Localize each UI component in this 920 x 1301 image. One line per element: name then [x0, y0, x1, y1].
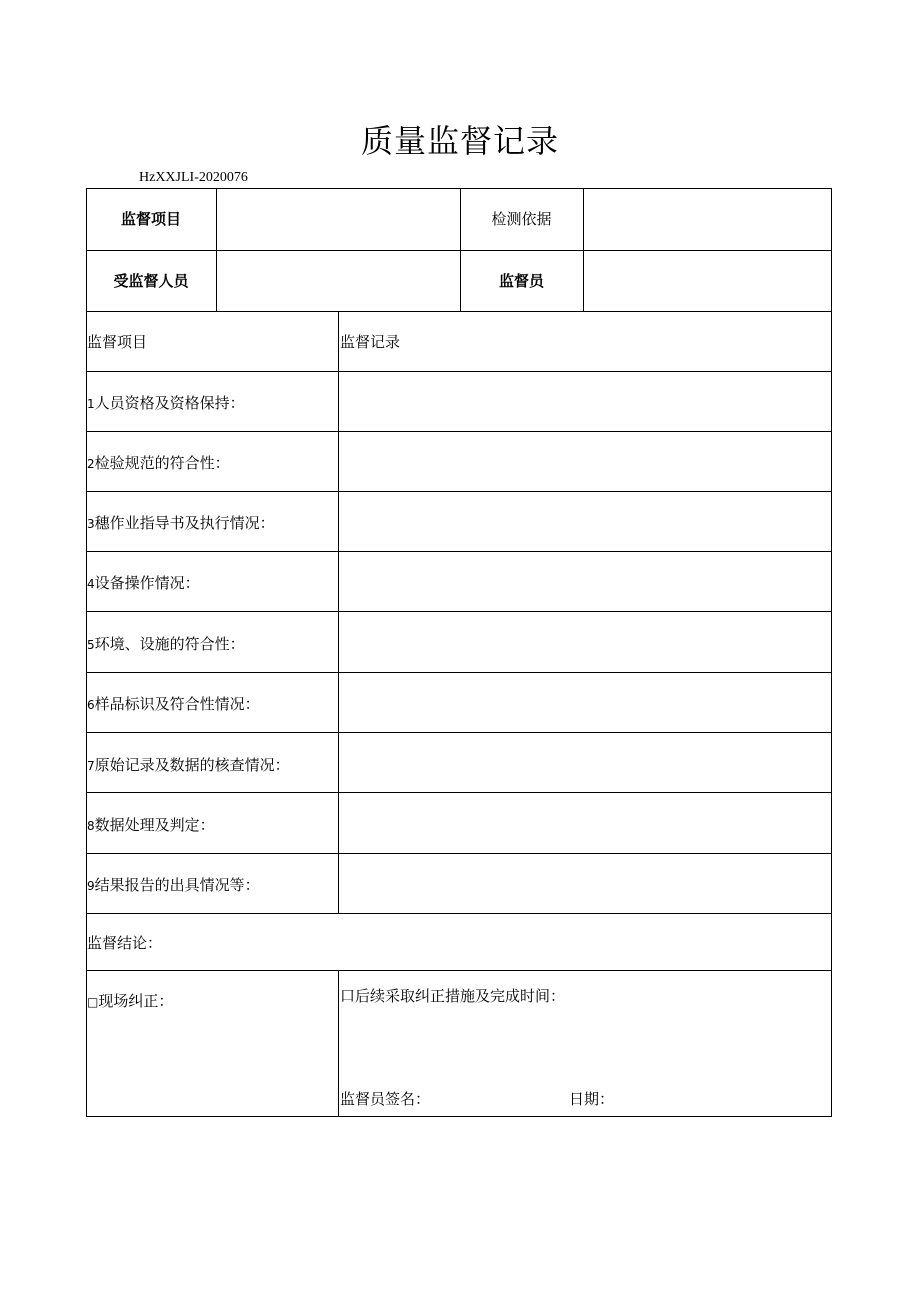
record-field-4[interactable] — [339, 552, 831, 610]
row-divider — [86, 311, 832, 312]
item-row-5 — [87, 634, 245, 655]
item-number: 5 — [87, 638, 95, 652]
item-text: 样品标识及符合性情况： — [94, 695, 260, 713]
item-row-3 — [87, 513, 275, 534]
test-basis-field[interactable] — [584, 189, 831, 249]
item-row-9 — [87, 875, 260, 896]
record-field-6[interactable] — [339, 673, 831, 731]
column-header-record: 监督记录 — [340, 333, 401, 351]
row-divider — [86, 913, 832, 914]
record-field-9[interactable] — [339, 854, 831, 912]
supervised-person-field[interactable] — [217, 251, 459, 310]
item-text: 检验规范的符合性： — [94, 454, 230, 472]
item-row-1 — [87, 393, 245, 414]
row-divider — [86, 970, 832, 971]
onsite-correction-label: 现场纠正： — [98, 992, 174, 1010]
supervised-person-label: 受监督人员 — [113, 272, 189, 290]
item-text: 穗作业指导书及执行情况： — [94, 514, 275, 532]
item-text: 原始记录及数据的核查情况： — [94, 756, 290, 774]
supervisor-field[interactable] — [584, 251, 831, 310]
col-divider — [460, 188, 461, 311]
conclusion-label: 监督结论： — [87, 934, 163, 952]
record-field-3[interactable] — [339, 492, 831, 550]
test-basis-label: 检测依据 — [491, 210, 552, 228]
item-number: 3 — [87, 517, 95, 531]
item-number: 8 — [87, 819, 95, 833]
supervisor-label: 监督员 — [498, 272, 544, 290]
supervision-item-field[interactable] — [217, 189, 459, 249]
record-field-5[interactable] — [339, 612, 831, 671]
item-number: 7 — [87, 759, 95, 773]
item-row-2 — [87, 453, 230, 474]
item-text: 环境、设施的符合性： — [94, 635, 245, 653]
onsite-checkbox[interactable]: □ — [87, 995, 99, 1009]
record-field-8[interactable] — [339, 793, 831, 852]
supervision-item-label: 监督项目 — [120, 210, 181, 228]
col-divider — [338, 970, 339, 1117]
record-field-7[interactable] — [339, 733, 831, 791]
date-label: 日期： — [569, 1090, 615, 1108]
item-number: 6 — [87, 698, 95, 712]
page-title: 质量监督记录 — [360, 122, 559, 160]
record-field-1[interactable] — [339, 372, 831, 430]
item-number: 9 — [87, 879, 95, 893]
item-number: 1 — [87, 397, 95, 411]
item-text: 结果报告的出具情况等： — [94, 876, 260, 894]
item-text: 设备操作情况： — [94, 574, 200, 592]
supervisor-signature-label: 监督员签名： — [340, 1090, 431, 1108]
document-code: HzXXJLI-2020076 — [139, 170, 248, 185]
item-number: 4 — [87, 577, 95, 591]
followup-correction-label: 口后续采取纠正措施及完成时间： — [340, 987, 566, 1005]
item-text: 数据处理及判定： — [94, 816, 215, 834]
column-header-item: 监督项目 — [87, 333, 148, 351]
onsite-correction[interactable] — [87, 991, 173, 1012]
record-field-2[interactable] — [339, 432, 831, 490]
item-number: 2 — [87, 457, 95, 471]
item-row-6 — [87, 694, 260, 715]
item-row-8 — [87, 815, 215, 836]
item-row-7 — [87, 755, 290, 776]
item-row-4 — [87, 573, 200, 594]
item-text: 人员资格及资格保持： — [94, 394, 245, 412]
